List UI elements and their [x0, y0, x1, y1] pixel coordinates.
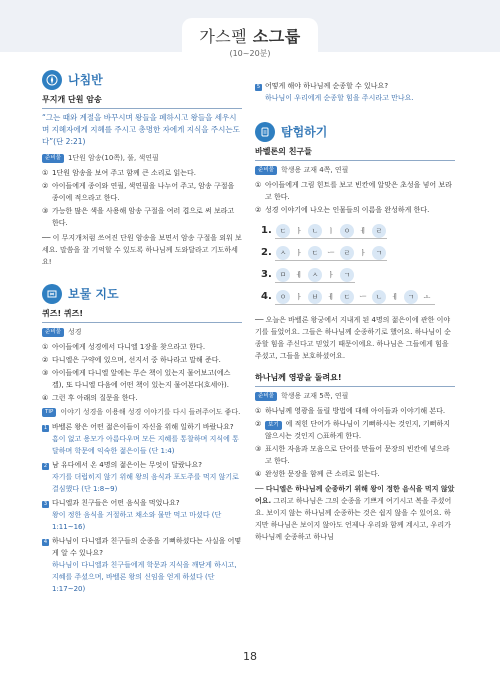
closing-paragraph: ── 이 무지개처럼 쓰여진 단원 암송을 보면서 암송 구절을 외워 보세요. 말씀을 잘 기억할 수 있도록 하나님께 도와달라고 기도하세요!	[42, 234, 242, 266]
steps-list	[255, 405, 455, 480]
step-text: 아이들에게 종이와 연필, 색연필을 나누어 주고, 암송 구절을 종이에 적으라고 한다.	[52, 182, 235, 202]
closing-bold: ── 다니엘은 하나님께 순종하기 위해 왕이 정한 음식을 먹지 않았어요.	[255, 485, 455, 505]
title-bold: 소그룹	[252, 27, 301, 46]
subsection-title: 바벨론의 친구들	[255, 146, 455, 161]
quiz-answer: 자기를 더럽히지 않기 위해 왕의 음식과 포도주를 먹지 않기로 결심했다 (단 1:8~9)	[52, 473, 239, 493]
step-number: ①	[255, 407, 262, 415]
question-text: 어떻게 해야 하나님께 순종할 수 있나요?	[265, 82, 389, 90]
list-item	[255, 204, 455, 216]
step-text: 1단원 암송을 보여 주고 함께 큰 소리로 읽는다.	[52, 169, 196, 177]
puzzle-number: 2.	[261, 247, 272, 258]
puzzle-slot: ㅡ	[359, 292, 367, 301]
step-text: 아이들에게 성경에서 다니엘 1장을 찾으라고 한다.	[52, 343, 206, 351]
quiz-answer: 하나님이 우리에게 순종할 힘을 주시라고 만나요.	[265, 94, 414, 102]
name-puzzle	[261, 220, 455, 308]
list-item	[42, 367, 242, 391]
puzzle-slot: ㅂ	[307, 290, 323, 304]
tip-text: 이야기 성경을 이용해 성경 이야기를 다시 들려주어도 좋다.	[60, 408, 241, 416]
subsection-title: 하나님께 영광을 돌려요!	[255, 372, 455, 387]
puzzle-row	[261, 220, 455, 242]
list-item	[255, 468, 455, 480]
quiz-question	[42, 535, 242, 559]
quiz-question	[42, 497, 242, 509]
puzzle-slot: ㅅ	[307, 268, 323, 282]
treasure-map-icon	[42, 284, 62, 304]
quiz-question	[42, 459, 242, 471]
question-text: 남 유다에서 온 4명의 젊은이는 무엇이 달랐나요?	[52, 461, 202, 469]
quiz-question	[255, 80, 455, 92]
materials-text: 학생용 교재 4쪽, 연필	[280, 166, 349, 174]
puzzle-slot: ㅔ	[359, 226, 367, 235]
list-item	[42, 392, 242, 404]
puzzle-slot: ㄱ	[371, 246, 387, 260]
puzzle-slot: ㄹ	[339, 246, 355, 260]
step-text: 가능한 많은 색을 사용해 암송 구절을 여러 겹으로 써 보라고 한다.	[52, 207, 235, 227]
closing-paragraph	[255, 483, 455, 543]
step-text: 완성한 문장을 함께 큰 소리로 읽는다.	[265, 470, 380, 478]
puzzle-slot: ㅏ	[295, 226, 303, 235]
step-number: ①	[255, 181, 262, 189]
puzzle-slot: ㅏ	[327, 270, 335, 279]
step-text: 그런 후 아래의 질문을 한다.	[52, 394, 138, 402]
steps-list	[42, 167, 242, 229]
step-text: 하나님께 영광을 돌릴 방법에 대해 아이들과 이야기해 본다.	[265, 407, 446, 415]
step-number: ①	[42, 169, 49, 177]
question-text: 바벨론 왕은 어떤 젊은이들이 자신을 위해 일하기 바랐나요?	[52, 423, 234, 431]
materials-badge: 준비물	[255, 392, 277, 401]
section-title: 보물 지도	[68, 287, 119, 301]
puzzle-slots	[275, 246, 387, 261]
tip	[42, 406, 242, 418]
puzzle-slot: ㄷ	[275, 224, 291, 238]
section-title: 탐험하기	[281, 125, 328, 139]
puzzle-slot: ㄷ	[307, 246, 323, 260]
step-number: ①	[42, 343, 49, 351]
list-item	[42, 180, 242, 204]
page-header	[182, 18, 318, 60]
step-text: 표시한 자음과 모음으로 단어를 만들어 문장의 빈칸에 넣으라고 한다.	[265, 445, 450, 465]
list-item	[255, 443, 455, 467]
puzzle-row	[261, 242, 455, 264]
section-title: 나침반	[68, 73, 103, 87]
puzzle-slot: ㅁ	[275, 268, 291, 282]
list-item	[255, 418, 455, 442]
tip-badge: TIP	[42, 408, 56, 417]
step-text: 다니엘은 구약에 있으며, 선지서 중 하나라고 말해 준다.	[52, 356, 221, 364]
puzzle-slot: ㅗ	[423, 292, 431, 301]
step-number: ④	[255, 470, 262, 478]
puzzle-slot: ㄷ	[339, 290, 355, 304]
question-marker: 3	[43, 501, 48, 507]
step-text: 아이들에게 그림 힌트를 보고 빈칸에 알맞은 초성을 넣어 보라고 한다.	[265, 181, 452, 201]
subsection-title: 퀴즈! 퀴즈!	[42, 308, 242, 323]
memory-verse: “그는 때와 계절을 바꾸시며 왕들을 폐하시고 왕들을 세우시며 지혜자에게 지혜를 주시고 총명한 자에게 지식을 주시는도다”(단 2:21)	[42, 113, 240, 146]
quiz-answer: 하나님이 다니엘과 친구들에게 학문과 지식을 깨닫게 하시고, 지혜를 주셨으며, 바벨론 왕의 신임을 얻게 하셨다 (단 1:17~20)	[52, 561, 237, 593]
quiz-answer: 왕이 정한 음식을 거절하고 채소와 물만 먹고 마셨다 (단 1:11~16)	[52, 511, 222, 531]
page-title	[182, 24, 318, 47]
example-badge: 보기	[265, 421, 282, 430]
materials-badge: 준비물	[42, 328, 64, 337]
closing-paragraph: ── 오늘은 바벨론 왕궁에서 지내게 된 4명의 젊은이에 관한 이야기를 들었어요. 그들은 하나님께 순종하기로 했어요. 하나님이 순종할 힘을 주신다고 믿었기 때문이에요. 하나님은 그들에게 힘을 주셨고, 그들을 보호하셨어요.	[255, 316, 451, 360]
step-number: ④	[42, 394, 49, 402]
title-main: 가스펠	[199, 27, 253, 46]
puzzle-number: 4.	[261, 291, 272, 302]
puzzle-slots	[275, 268, 355, 283]
materials-text: 학생용 교재 5쪽, 연필	[280, 392, 349, 400]
puzzle-slot: ㅡ	[327, 248, 335, 257]
quiz-question	[42, 421, 242, 433]
puzzle-slot: ㅇ	[339, 224, 355, 238]
steps-list	[255, 179, 455, 216]
puzzle-slot: ㅅ	[275, 246, 291, 260]
puzzle-slot: ㅔ	[327, 292, 335, 301]
right-column	[255, 78, 455, 546]
step-text: 성경 이야기에 나오는 인물들의 이름을 완성하게 한다.	[265, 206, 430, 214]
puzzle-slot: ㅔ	[295, 270, 303, 279]
list-item	[42, 205, 242, 229]
puzzle-number: 3.	[261, 269, 272, 280]
page-number: 18	[243, 650, 257, 663]
list-item	[255, 405, 455, 417]
page-subtitle: (10~20분)	[229, 49, 271, 58]
materials-badge: 준비물	[42, 154, 64, 163]
puzzle-slot: ㄱ	[339, 268, 355, 282]
subsection-title: 무지개 단원 암송	[42, 94, 242, 109]
step-text-body: 에 적힌 단어가 하나님이 기뻐하시는 것인지, 기뻐하지 않으시는 것인지 ○표하게 한다.	[265, 420, 450, 440]
step-number: ③	[42, 369, 49, 377]
puzzle-slot: ㄴ	[371, 290, 387, 304]
question-text: 하나님이 다니엘과 친구들의 순종을 기뻐하셨다는 사실을 어떻게 알 수 있나요?	[52, 537, 242, 557]
puzzle-slot: ㄹ	[371, 224, 387, 238]
list-item	[42, 341, 242, 353]
puzzle-row	[261, 286, 455, 308]
question-marker: 2	[43, 463, 48, 469]
materials-text: 성경	[67, 328, 82, 336]
materials	[42, 152, 242, 164]
puzzle-number: 1.	[261, 225, 272, 236]
quiz-answer: 흠이 없고 용모가 아름다우며 모든 지혜를 통찰하며 지식에 통달하며 학문에 익숙한 젊은이들 (단 1:4)	[52, 435, 239, 455]
puzzle-slot: ㅣ	[327, 226, 335, 235]
materials-text: 1단원 암송(10쪽), 풀, 색연필	[67, 154, 159, 162]
question-marker: 1	[43, 425, 48, 431]
step-text	[265, 418, 455, 442]
puzzle-slot: ㅔ	[391, 292, 399, 301]
materials-badge: 준비물	[255, 166, 277, 175]
puzzle-slots	[275, 290, 435, 305]
steps-list	[42, 341, 242, 404]
step-number: ③	[255, 445, 262, 453]
question-marker: 5	[256, 84, 261, 90]
list-item	[255, 179, 455, 203]
step-number: ②	[255, 206, 262, 214]
left-column	[42, 70, 242, 595]
step-number: ②	[42, 182, 49, 190]
list-item	[42, 354, 242, 366]
step-number: ②	[42, 356, 49, 364]
closing-text: 그리고 하나님은 그의 순종을 기쁘게 여기시고 복을 주셨어요. 보이지 않는 하나님께 순종하는 것은 쉽지 않을 수 있어요. 하지만 하나님은 보이지 않아도 언제나 우리와 함께 계시고, 우리가 하나님께 순종하고 하나님	[255, 497, 452, 541]
step-number: ②	[255, 420, 262, 428]
section-compass	[42, 70, 242, 90]
compass-icon	[42, 70, 62, 90]
list-item	[42, 167, 242, 179]
puzzle-slot: ㅇ	[275, 290, 291, 304]
section-treasure-map	[42, 284, 242, 304]
puzzle-slots	[275, 224, 387, 239]
puzzle-slot: ㄱ	[403, 290, 419, 304]
materials	[255, 390, 455, 402]
puzzle-row	[261, 264, 455, 286]
puzzle-slot: ㅏ	[295, 292, 303, 301]
section-explore	[255, 122, 455, 142]
puzzle-slot: ㅏ	[295, 248, 303, 257]
materials	[255, 164, 455, 176]
materials	[42, 326, 242, 338]
question-marker: 4	[43, 539, 48, 545]
puzzle-slot: ㄴ	[307, 224, 323, 238]
puzzle-slot: ㅏ	[359, 248, 367, 257]
question-text: 다니엘과 친구들은 어떤 음식을 먹었나요?	[52, 499, 180, 507]
step-text: 아이들에게 다니엘 앞에는 무슨 책이 있는지 물어보고(에스겔), 또 다니엘 다음에 어떤 책이 있는지 물어본다(호세아).	[52, 369, 231, 389]
explore-icon	[255, 122, 275, 142]
quiz-list	[42, 421, 242, 595]
step-number: ③	[42, 207, 49, 215]
